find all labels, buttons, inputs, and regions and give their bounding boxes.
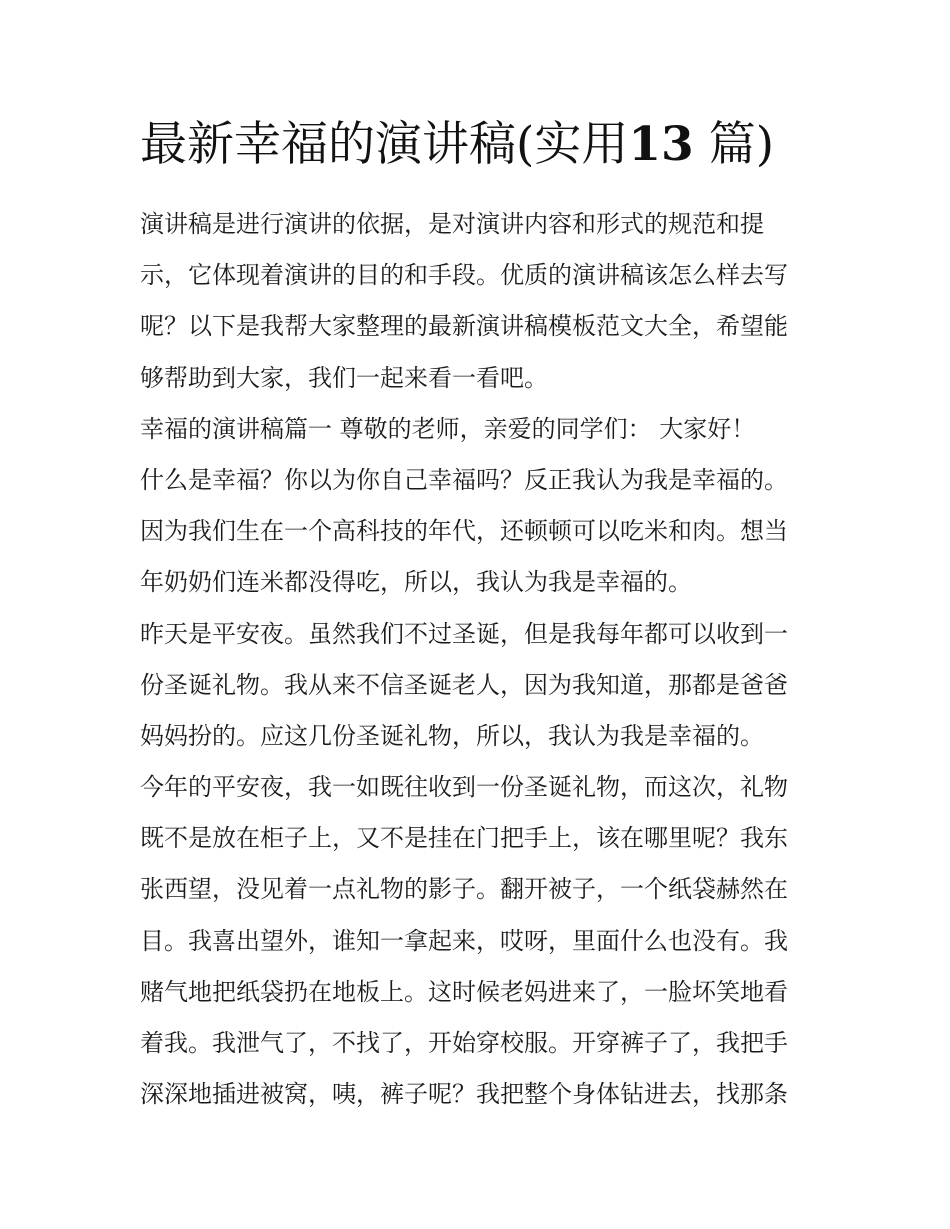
text-line: 张西望，没见着一点礼物的影子。翻开被子，一个纸袋赫然在 [140, 875, 788, 904]
text-line: 昨天是平安夜。虽然我们不过圣诞，但是我每年都可以收到一 [140, 619, 788, 648]
text-line: 呢？以下是我帮大家整理的最新演讲稿模板范文大全，希望能 [140, 312, 788, 341]
text-line: 深深地插进被窝，咦，裤子呢？我把整个身体钻进去，找那条 [140, 1080, 788, 1109]
text-line: 示，它体现着演讲的目的和手段。优质的演讲稿该怎么样去写 [140, 261, 788, 290]
text-line: 够帮助到大家，我们一起来看一看吧。 [140, 363, 548, 392]
text-line: 赌气地把纸袋扔在地板上。这时候老妈进来了，一脸坏笑地看 [140, 977, 788, 1006]
text-line: 份圣诞礼物。我从来不信圣诞老人，因为我知道，那都是爸爸 [140, 670, 788, 699]
text-line: 妈妈扮的。应这几份圣诞礼物，所以，我认为我是幸福的。 [140, 721, 764, 750]
text-line: 幸福的演讲稿篇一 尊敬的老师，亲爱的同学们： 大家好！ [140, 414, 756, 443]
text-line: 演讲稿是进行演讲的依据，是对演讲内容和形式的规范和提 [140, 210, 764, 238]
text-line: 目。我喜出望外，谁知一拿起来，哎呀，里面什么也没有。我 [140, 926, 788, 955]
text-line: 既不是放在柜子上，又不是挂在门把手上，该在哪里呢？我东 [140, 824, 788, 853]
title-number: 13 [628, 117, 694, 172]
text-line: 年奶奶们连米都没得吃，所以，我认为我是幸福的。 [140, 568, 692, 597]
document-title [140, 112, 840, 178]
title-prefix: 最新幸福的演讲稿(实用 [140, 117, 629, 172]
text-line: 什么是幸福？你以为你自己幸福吗？反正我认为我是幸福的。 [140, 465, 788, 494]
title-suffix: 篇) [708, 117, 775, 172]
text-line: 着我。我泄气了，不找了，开始穿校服。开穿裤子了，我把手 [140, 1029, 788, 1057]
text-line: 因为我们生在一个高科技的年代，还顿顿可以吃米和肉。想当 [140, 517, 788, 546]
document-body [140, 199, 815, 1120]
text-line: 今年的平安夜，我一如既往收到一份圣诞礼物，而这次，礼物 [140, 773, 788, 802]
